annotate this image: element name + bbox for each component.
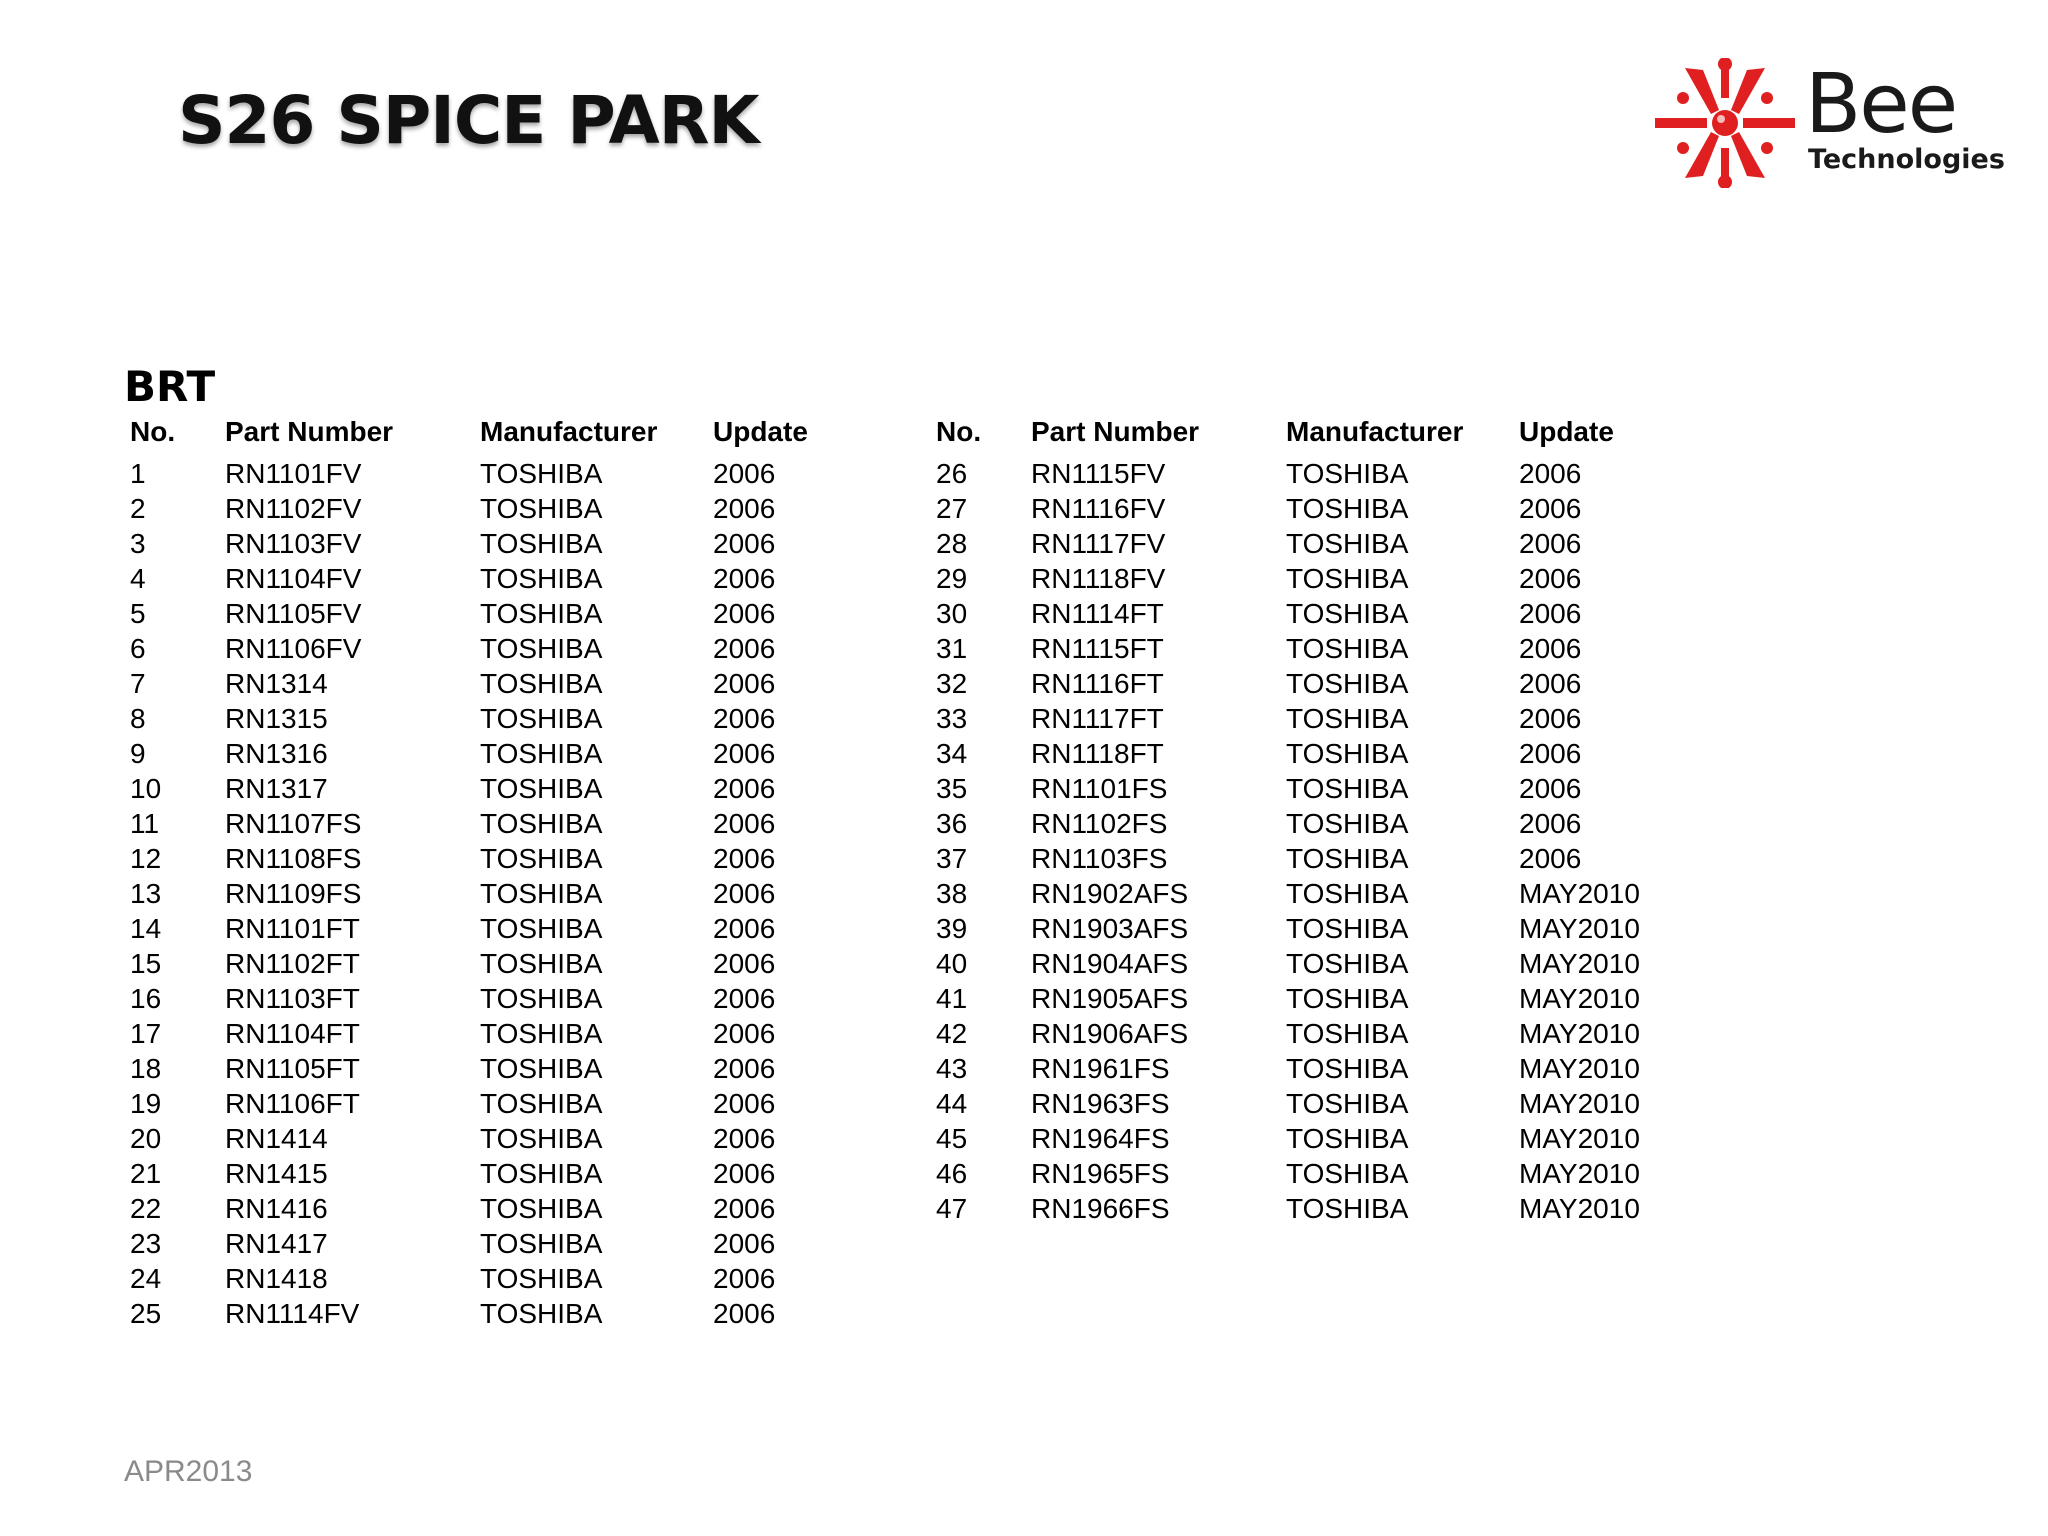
row-part-number: RN1109FS [225, 878, 362, 909]
row-update: 2006 [713, 458, 776, 489]
header-update: Update [713, 416, 808, 447]
row-manufacturer: TOSHIBA [480, 738, 603, 769]
row-part-number: RN1108FS [225, 843, 362, 874]
row-manufacturer: TOSHIBA [1286, 528, 1409, 559]
row-part-number: RN1115FT [1031, 633, 1164, 664]
row-part-number: RN1965FS [1031, 1158, 1170, 1189]
row-no: 10 [130, 773, 162, 804]
row-manufacturer: TOSHIBA [1286, 913, 1409, 944]
row-no: 32 [936, 668, 968, 699]
row-update: MAY2010 [1519, 878, 1640, 909]
row-update: 2006 [1519, 738, 1582, 769]
row-part-number: RN1964FS [1031, 1123, 1170, 1154]
row-no: 14 [130, 913, 162, 944]
row-part-number: RN1101FT [225, 913, 360, 944]
row-part-number: RN1104FV [225, 563, 362, 594]
row-part-number: RN1105FV [225, 598, 362, 629]
row-no: 39 [936, 913, 968, 944]
row-update: 2006 [713, 1298, 776, 1329]
row-update: 2006 [713, 1228, 776, 1259]
row-no: 47 [936, 1193, 968, 1224]
row-manufacturer: TOSHIBA [1286, 563, 1409, 594]
row-part-number: RN1963FS [1031, 1088, 1170, 1119]
row-manufacturer: TOSHIBA [1286, 598, 1409, 629]
row-update: 2006 [713, 1158, 776, 1189]
row-part-number: RN1102FS [1031, 808, 1168, 839]
row-update: 2006 [1519, 703, 1582, 734]
row-part-number: RN1117FV [1031, 528, 1166, 559]
row-part-number: RN1103FV [225, 528, 362, 559]
row-no: 24 [130, 1263, 162, 1294]
row-manufacturer: TOSHIBA [480, 528, 603, 559]
row-no: 18 [130, 1053, 162, 1084]
row-part-number: RN1316 [225, 738, 328, 769]
row-update: 2006 [1519, 458, 1582, 489]
row-no: 3 [130, 528, 146, 559]
row-update: 2006 [713, 703, 776, 734]
row-manufacturer: TOSHIBA [480, 948, 603, 979]
row-update: 2006 [713, 808, 776, 839]
row-no: 2 [130, 493, 146, 524]
row-manufacturer: TOSHIBA [480, 633, 603, 664]
header-part-number: Part Number [225, 416, 394, 447]
row-update: 2006 [713, 1263, 776, 1294]
row-update: MAY2010 [1519, 1088, 1640, 1119]
row-manufacturer: TOSHIBA [1286, 633, 1409, 664]
row-manufacturer: TOSHIBA [480, 878, 603, 909]
row-no: 30 [936, 598, 968, 629]
row-manufacturer: TOSHIBA [1286, 878, 1409, 909]
row-no: 12 [130, 843, 162, 874]
row-update: 2006 [713, 563, 776, 594]
row-part-number: RN1906AFS [1031, 1018, 1189, 1049]
row-update: 2006 [713, 913, 776, 944]
row-no: 16 [130, 983, 162, 1014]
row-update: 2006 [1519, 843, 1582, 874]
row-manufacturer: TOSHIBA [1286, 1123, 1409, 1154]
row-part-number: RN1966FS [1031, 1193, 1170, 1224]
bee-burst-icon [1655, 58, 1795, 188]
row-manufacturer: TOSHIBA [1286, 703, 1409, 734]
row-part-number: RN1102FV [225, 493, 362, 524]
row-manufacturer: TOSHIBA [480, 458, 603, 489]
row-no: 43 [936, 1053, 968, 1084]
row-no: 7 [130, 668, 146, 699]
row-manufacturer: TOSHIBA [1286, 493, 1409, 524]
row-manufacturer: TOSHIBA [480, 1158, 603, 1189]
header-no: No. [130, 416, 176, 447]
header-no: No. [936, 416, 982, 447]
row-update: 2006 [1519, 528, 1582, 559]
row-part-number: RN1118FT [1031, 738, 1164, 769]
row-part-number: RN1104FT [225, 1018, 360, 1049]
row-update: 2006 [1519, 563, 1582, 594]
row-manufacturer: TOSHIBA [1286, 843, 1409, 874]
row-update: 2006 [713, 878, 776, 909]
row-manufacturer: TOSHIBA [480, 773, 603, 804]
footer-date: APR2013 [124, 1455, 253, 1488]
row-update: MAY2010 [1519, 948, 1640, 979]
row-part-number: RN1961FS [1031, 1053, 1170, 1084]
row-no: 5 [130, 598, 146, 629]
row-manufacturer: TOSHIBA [1286, 458, 1409, 489]
row-manufacturer: TOSHIBA [480, 598, 603, 629]
row-no: 8 [130, 703, 146, 734]
row-manufacturer: TOSHIBA [480, 1088, 603, 1119]
row-manufacturer: TOSHIBA [1286, 1158, 1409, 1189]
row-update: MAY2010 [1519, 983, 1640, 1014]
row-no: 27 [936, 493, 968, 524]
company-logo [1655, 58, 2015, 188]
row-update: 2006 [713, 738, 776, 769]
row-no: 45 [936, 1123, 968, 1154]
row-no: 38 [936, 878, 968, 909]
row-part-number: RN1905AFS [1031, 983, 1189, 1014]
row-part-number: RN1416 [225, 1193, 328, 1224]
row-no: 1 [130, 458, 146, 489]
row-manufacturer: TOSHIBA [480, 913, 603, 944]
row-part-number: RN1902AFS [1031, 878, 1189, 909]
row-update: 2006 [1519, 633, 1582, 664]
row-no: 28 [936, 528, 968, 559]
row-part-number: RN1116FV [1031, 493, 1166, 524]
row-manufacturer: TOSHIBA [480, 808, 603, 839]
row-no: 26 [936, 458, 968, 489]
row-part-number: RN1314 [225, 668, 328, 699]
row-part-number: RN1116FT [1031, 668, 1164, 699]
row-update: 2006 [1519, 493, 1582, 524]
header-manufacturer: Manufacturer [1286, 416, 1464, 447]
row-part-number: RN1102FT [225, 948, 360, 979]
row-update: 2006 [713, 598, 776, 629]
row-no: 19 [130, 1088, 162, 1119]
section-title: BRT [124, 362, 216, 411]
row-manufacturer: TOSHIBA [1286, 948, 1409, 979]
row-no: 20 [130, 1123, 162, 1154]
row-update: 2006 [713, 1193, 776, 1224]
row-no: 13 [130, 878, 162, 909]
row-no: 34 [936, 738, 968, 769]
row-no: 41 [936, 983, 968, 1014]
row-manufacturer: TOSHIBA [480, 843, 603, 874]
row-part-number: RN1417 [225, 1228, 328, 1259]
row-manufacturer: TOSHIBA [480, 1018, 603, 1049]
row-manufacturer: TOSHIBA [1286, 773, 1409, 804]
row-part-number: RN1103FT [225, 983, 360, 1014]
row-manufacturer: TOSHIBA [1286, 808, 1409, 839]
row-no: 23 [130, 1228, 162, 1259]
row-no: 9 [130, 738, 146, 769]
row-update: 2006 [713, 528, 776, 559]
row-manufacturer: TOSHIBA [480, 1263, 603, 1294]
row-manufacturer: TOSHIBA [1286, 1193, 1409, 1224]
row-part-number: RN1414 [225, 1123, 328, 1154]
row-no: 21 [130, 1158, 162, 1189]
row-no: 46 [936, 1158, 968, 1189]
row-update: MAY2010 [1519, 913, 1640, 944]
logo-wordmark: Bee [1805, 57, 1957, 152]
row-update: 2006 [713, 1123, 776, 1154]
row-update: 2006 [713, 983, 776, 1014]
row-update: 2006 [713, 1088, 776, 1119]
row-part-number: RN1101FS [1031, 773, 1168, 804]
row-manufacturer: TOSHIBA [1286, 1088, 1409, 1119]
row-manufacturer: TOSHIBA [480, 983, 603, 1014]
row-update: 2006 [713, 1053, 776, 1084]
row-no: 4 [130, 563, 146, 594]
header-manufacturer: Manufacturer [480, 416, 658, 447]
row-update: 2006 [713, 493, 776, 524]
row-manufacturer: TOSHIBA [480, 1053, 603, 1084]
row-part-number: RN1106FT [225, 1088, 360, 1119]
row-part-number: RN1117FT [1031, 703, 1164, 734]
row-no: 36 [936, 808, 968, 839]
row-manufacturer: TOSHIBA [1286, 983, 1409, 1014]
row-no: 42 [936, 1018, 968, 1049]
row-update: MAY2010 [1519, 1193, 1640, 1224]
row-update: 2006 [713, 948, 776, 979]
row-manufacturer: TOSHIBA [480, 1298, 603, 1329]
row-part-number: RN1105FT [225, 1053, 360, 1084]
header-update: Update [1519, 416, 1614, 447]
row-part-number: RN1114FT [1031, 598, 1164, 629]
row-part-number: RN1415 [225, 1158, 328, 1189]
row-part-number: RN1904AFS [1031, 948, 1189, 979]
row-update: MAY2010 [1519, 1018, 1640, 1049]
row-part-number: RN1903AFS [1031, 913, 1189, 944]
row-update: 2006 [713, 633, 776, 664]
row-no: 25 [130, 1298, 162, 1329]
row-manufacturer: TOSHIBA [480, 1193, 603, 1224]
row-no: 6 [130, 633, 146, 664]
row-part-number: RN1107FS [225, 808, 362, 839]
row-no: 17 [130, 1018, 162, 1049]
row-update: 2006 [713, 668, 776, 699]
row-manufacturer: TOSHIBA [480, 493, 603, 524]
row-no: 35 [936, 773, 968, 804]
row-manufacturer: TOSHIBA [480, 668, 603, 699]
row-manufacturer: TOSHIBA [480, 1123, 603, 1154]
row-no: 40 [936, 948, 968, 979]
row-no: 22 [130, 1193, 162, 1224]
row-part-number: RN1106FV [225, 633, 362, 664]
row-part-number: RN1315 [225, 703, 328, 734]
row-part-number: RN1114FV [225, 1298, 360, 1329]
header-part-number: Part Number [1031, 416, 1200, 447]
row-manufacturer: TOSHIBA [1286, 668, 1409, 699]
row-no: 31 [936, 633, 968, 664]
row-manufacturer: TOSHIBA [1286, 738, 1409, 769]
row-manufacturer: TOSHIBA [1286, 1018, 1409, 1049]
row-no: 11 [130, 808, 160, 839]
row-no: 37 [936, 843, 968, 874]
row-update: MAY2010 [1519, 1053, 1640, 1084]
row-update: 2006 [1519, 598, 1582, 629]
row-part-number: RN1118FV [1031, 563, 1166, 594]
row-part-number: RN1101FV [225, 458, 362, 489]
row-update: 2006 [713, 1018, 776, 1049]
row-update: MAY2010 [1519, 1158, 1640, 1189]
row-part-number: RN1103FS [1031, 843, 1168, 874]
row-manufacturer: TOSHIBA [480, 563, 603, 594]
row-update: 2006 [713, 843, 776, 874]
row-no: 33 [936, 703, 968, 734]
row-part-number: RN1418 [225, 1263, 328, 1294]
row-part-number: RN1317 [225, 773, 328, 804]
row-no: 15 [130, 948, 162, 979]
page-title: S26 SPICE PARK [178, 82, 759, 159]
row-manufacturer: TOSHIBA [480, 703, 603, 734]
row-update: 2006 [1519, 808, 1582, 839]
row-update: MAY2010 [1519, 1123, 1640, 1154]
logo-subtitle: Technologies [1808, 144, 2005, 175]
row-manufacturer: TOSHIBA [480, 1228, 603, 1259]
row-update: 2006 [1519, 668, 1582, 699]
row-manufacturer: TOSHIBA [1286, 1053, 1409, 1084]
row-no: 29 [936, 563, 968, 594]
row-no: 44 [936, 1088, 968, 1119]
row-part-number: RN1115FV [1031, 458, 1166, 489]
row-update: 2006 [713, 773, 776, 804]
row-update: 2006 [1519, 773, 1582, 804]
